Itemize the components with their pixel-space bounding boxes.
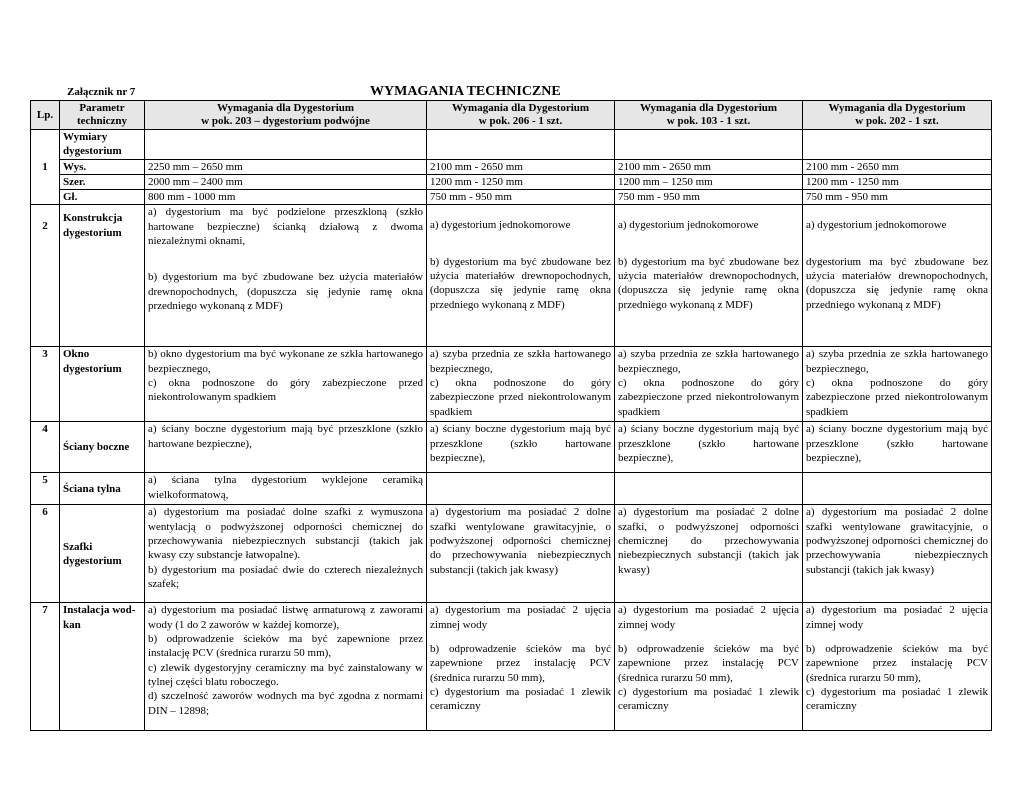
requirements-table [30, 100, 992, 731]
cell: 1200 mm - 1250 mm [427, 174, 615, 189]
param-label: Wymiary dygestorium [60, 130, 145, 160]
cell [803, 603, 992, 731]
row-number: 4 [31, 422, 60, 473]
header-param: Parametr techniczny [60, 101, 145, 130]
cell: a) ściany boczne dygestorium mają być przeszklone (szkło hartowane bezpieczne), [145, 422, 427, 473]
table-row [31, 347, 992, 422]
param-label: Szafki dygestorium [60, 505, 145, 603]
param-label: Ściany boczne [60, 422, 145, 473]
cell [145, 130, 427, 160]
cell: 1200 mm – 1250 mm [615, 174, 803, 189]
cell [145, 205, 427, 347]
cell [803, 205, 992, 347]
cell: a) dygestorium ma posiadać 2 dolne szafki wentylowane grawitacyjnie, o podwyższonej odporności chemicznej do przechowywania niebezpiecznych substancji (takich jak kwasy) [803, 505, 992, 603]
param-label: Okno dygestorium [60, 347, 145, 422]
cell [803, 130, 992, 160]
cell-text: b) dygestorium ma być zbudowane bez użycia materiałów drewnopochodnych, (dopuszcza się jedynie ramę okna przedniego wykonaną z MDF) [430, 255, 611, 311]
param-label: Konstrukcja dygestorium [60, 205, 145, 347]
cell: 750 mm - 950 mm [803, 190, 992, 205]
cell [427, 205, 615, 347]
header-row [31, 101, 992, 130]
row-number: 5 [31, 473, 60, 505]
param-label: Szer. [60, 174, 145, 189]
row-number: 3 [31, 347, 60, 422]
cell [615, 130, 803, 160]
cell-text: a) dygestorium ma posiadać 2 ujęcia zimnej wody [430, 604, 611, 631]
param-label: Ściana tylna [60, 473, 145, 505]
row-number: 2 [31, 205, 60, 347]
cell [615, 603, 803, 731]
header-col4: Wymagania dla Dygestorium w pok. 202 - 1 szt. [803, 101, 992, 130]
param-label: Instalacja wod-kan [60, 603, 145, 731]
header-col1: Wymagania dla Dygestorium w pok. 203 – dygestorium podwójne [145, 101, 427, 130]
cell-text: a) dygestorium ma być podzielone przeszkloną (szkło hartowane bezpieczne) ścianką działową z dwoma niezależnymi oknami, [148, 206, 423, 248]
cell [615, 205, 803, 347]
row-number: 1 [31, 130, 60, 205]
cell: 2100 mm - 2650 mm [427, 159, 615, 174]
cell: a) ściany boczne dygestorium mają być przeszklone (szkło hartowane bezpieczne), [427, 422, 615, 473]
cell-text: a) dygestorium jednokomorowe [430, 219, 571, 232]
table-row [31, 159, 992, 174]
cell: a) dygestorium ma posiadać listwę armaturową z zaworami wody (1 do 2 zaworów w każdej komorze), b) odprowadzenie ścieków ma być zapewnione przez instalację PCV (średnica rurarzu 50 mm), c) zlewik dygestoryjny ceramiczny ma być zainstalowany w tylnej części blatu roboczego. d) szczelność zaworów wodnych ma być zgodna z normami DIN – 12898; [145, 603, 427, 731]
cell: 800 mm - 1000 mm [145, 190, 427, 205]
cell: a) szyba przednia ze szkła hartowanego bezpiecznego, c) okna podnoszone do góry zabezpieczone przed niekontrolowanym spadkiem [803, 347, 992, 422]
cell [427, 130, 615, 160]
cell [615, 473, 803, 505]
cell-text: dygestorium ma być zbudowane bez użycia materiałów drewnopochodnych, (dopuszcza się jedynie ramę okna przedniego wykonaną z MDF) [806, 255, 988, 311]
cell [427, 603, 615, 731]
cell: a) dygestorium ma posiadać 2 dolne szafki, o podwyższonej odporności chemicznej do przechowywania niebezpiecznych substancji (takich jak kwasy) [615, 505, 803, 603]
annex-label: Załącznik nr 7 [67, 86, 136, 98]
cell: a) ściany boczne dygestorium mają być przeszklone (szkło hartowane bezpieczne), [803, 422, 992, 473]
cell: 750 mm - 950 mm [427, 190, 615, 205]
cell: a) szyba przednia ze szkła hartowanego bezpiecznego, c) okna podnoszone do góry zabezpieczone przed niekontrolowanym spadkiem [427, 347, 615, 422]
header-col3: Wymagania dla Dygestorium w pok. 103 - 1 szt. [615, 101, 803, 130]
table-row [31, 174, 992, 189]
cell: a) ściany boczne dygestorium mają być przeszklone (szkło hartowane bezpieczne), [615, 422, 803, 473]
cell-text: b) odprowadzenie ścieków ma być zapewnione przez instalację PCV (średnica rurarzu 50 mm), c) dygestorium ma posiadać 1 zlewik ceramiczny [806, 643, 988, 713]
cell-text: a) dygestorium ma posiadać 2 ujęcia zimnej wody [618, 604, 799, 631]
document-title: WYMAGANIA TECHNICZNE [370, 84, 561, 99]
table-row [31, 473, 992, 505]
cell [427, 473, 615, 505]
cell-text: b) odprowadzenie ścieków ma być zapewnione przez instalację PCV (średnica rurarzu 50 mm), c) dygestorium ma posiadać 1 zlewik ceramiczny [618, 643, 799, 713]
cell: b) okno dygestorium ma być wykonane ze szkła hartowanego bezpiecznego, c) okna podnoszone do góry zabezpieczone przed niekontrolowanym spadkiem [145, 347, 427, 422]
cell-text: b) odprowadzenie ścieków ma być zapewnione przez instalację PCV (średnica rurarzu 50 mm), c) dygestorium ma posiadać 1 zlewik ceramiczny [430, 643, 611, 713]
table-row [31, 422, 992, 473]
cell: 1200 mm - 1250 mm [803, 174, 992, 189]
cell-text: a) dygestorium ma posiadać 2 ujęcia zimnej wody [806, 604, 988, 631]
header-lp: Lp. [31, 101, 60, 130]
table-row [31, 190, 992, 205]
cell-text: a) dygestorium jednokomorowe [618, 219, 759, 232]
cell: a) szyba przednia ze szkła hartowanego bezpiecznego, c) okna podnoszone do góry zabezpieczone przed niekontrolowanym spadkiem [615, 347, 803, 422]
table-row [31, 505, 992, 603]
row-number: 7 [31, 603, 60, 731]
cell: a) ściana tylna dygestorium wyklejone ceramiką wielkoformatową, [145, 473, 427, 505]
cell: 2100 mm - 2650 mm [615, 159, 803, 174]
header-col2: Wymagania dla Dygestorium w pok. 206 - 1 szt. [427, 101, 615, 130]
cell-text: a) dygestorium jednokomorowe [806, 219, 947, 232]
cell [803, 473, 992, 505]
param-label: Gł. [60, 190, 145, 205]
table-row [31, 603, 992, 731]
table-row [31, 130, 992, 160]
row-number: 6 [31, 505, 60, 603]
cell: a) dygestorium ma posiadać dolne szafki z wymuszona wentylacją o podwyższonej odporności chemicznej do przechowywania niebezpiecznych substancji (takich jak kwasy czy substancje łatwopalne). b) dygestorium ma posiadać dwie do czterech niezależnych szafek; [145, 505, 427, 603]
cell: 2250 mm – 2650 mm [145, 159, 427, 174]
cell: 750 mm - 950 mm [615, 190, 803, 205]
cell: 2100 mm - 2650 mm [803, 159, 992, 174]
cell-text: b) dygestorium ma być zbudowane bez użycia materiałów drewnopochodnych, (dopuszcza się jedynie ramę okna przedniego wykonaną z MDF) [148, 271, 423, 312]
cell: a) dygestorium ma posiadać 2 dolne szafki wentylowane grawitacyjnie, o podwyższonej odporności chemicznej do przechowywania niebezpiecznych substancji (takich jak kwasy) [427, 505, 615, 603]
param-label: Wys. [60, 159, 145, 174]
cell-text: b) dygestorium ma być zbudowane bez użycia materiałów drewnopochodnych, (dopuszcza się jedynie ramę okna przedniego wykonaną z MDF) [618, 255, 799, 311]
cell: 2000 mm – 2400 mm [145, 174, 427, 189]
table-row [31, 205, 992, 347]
